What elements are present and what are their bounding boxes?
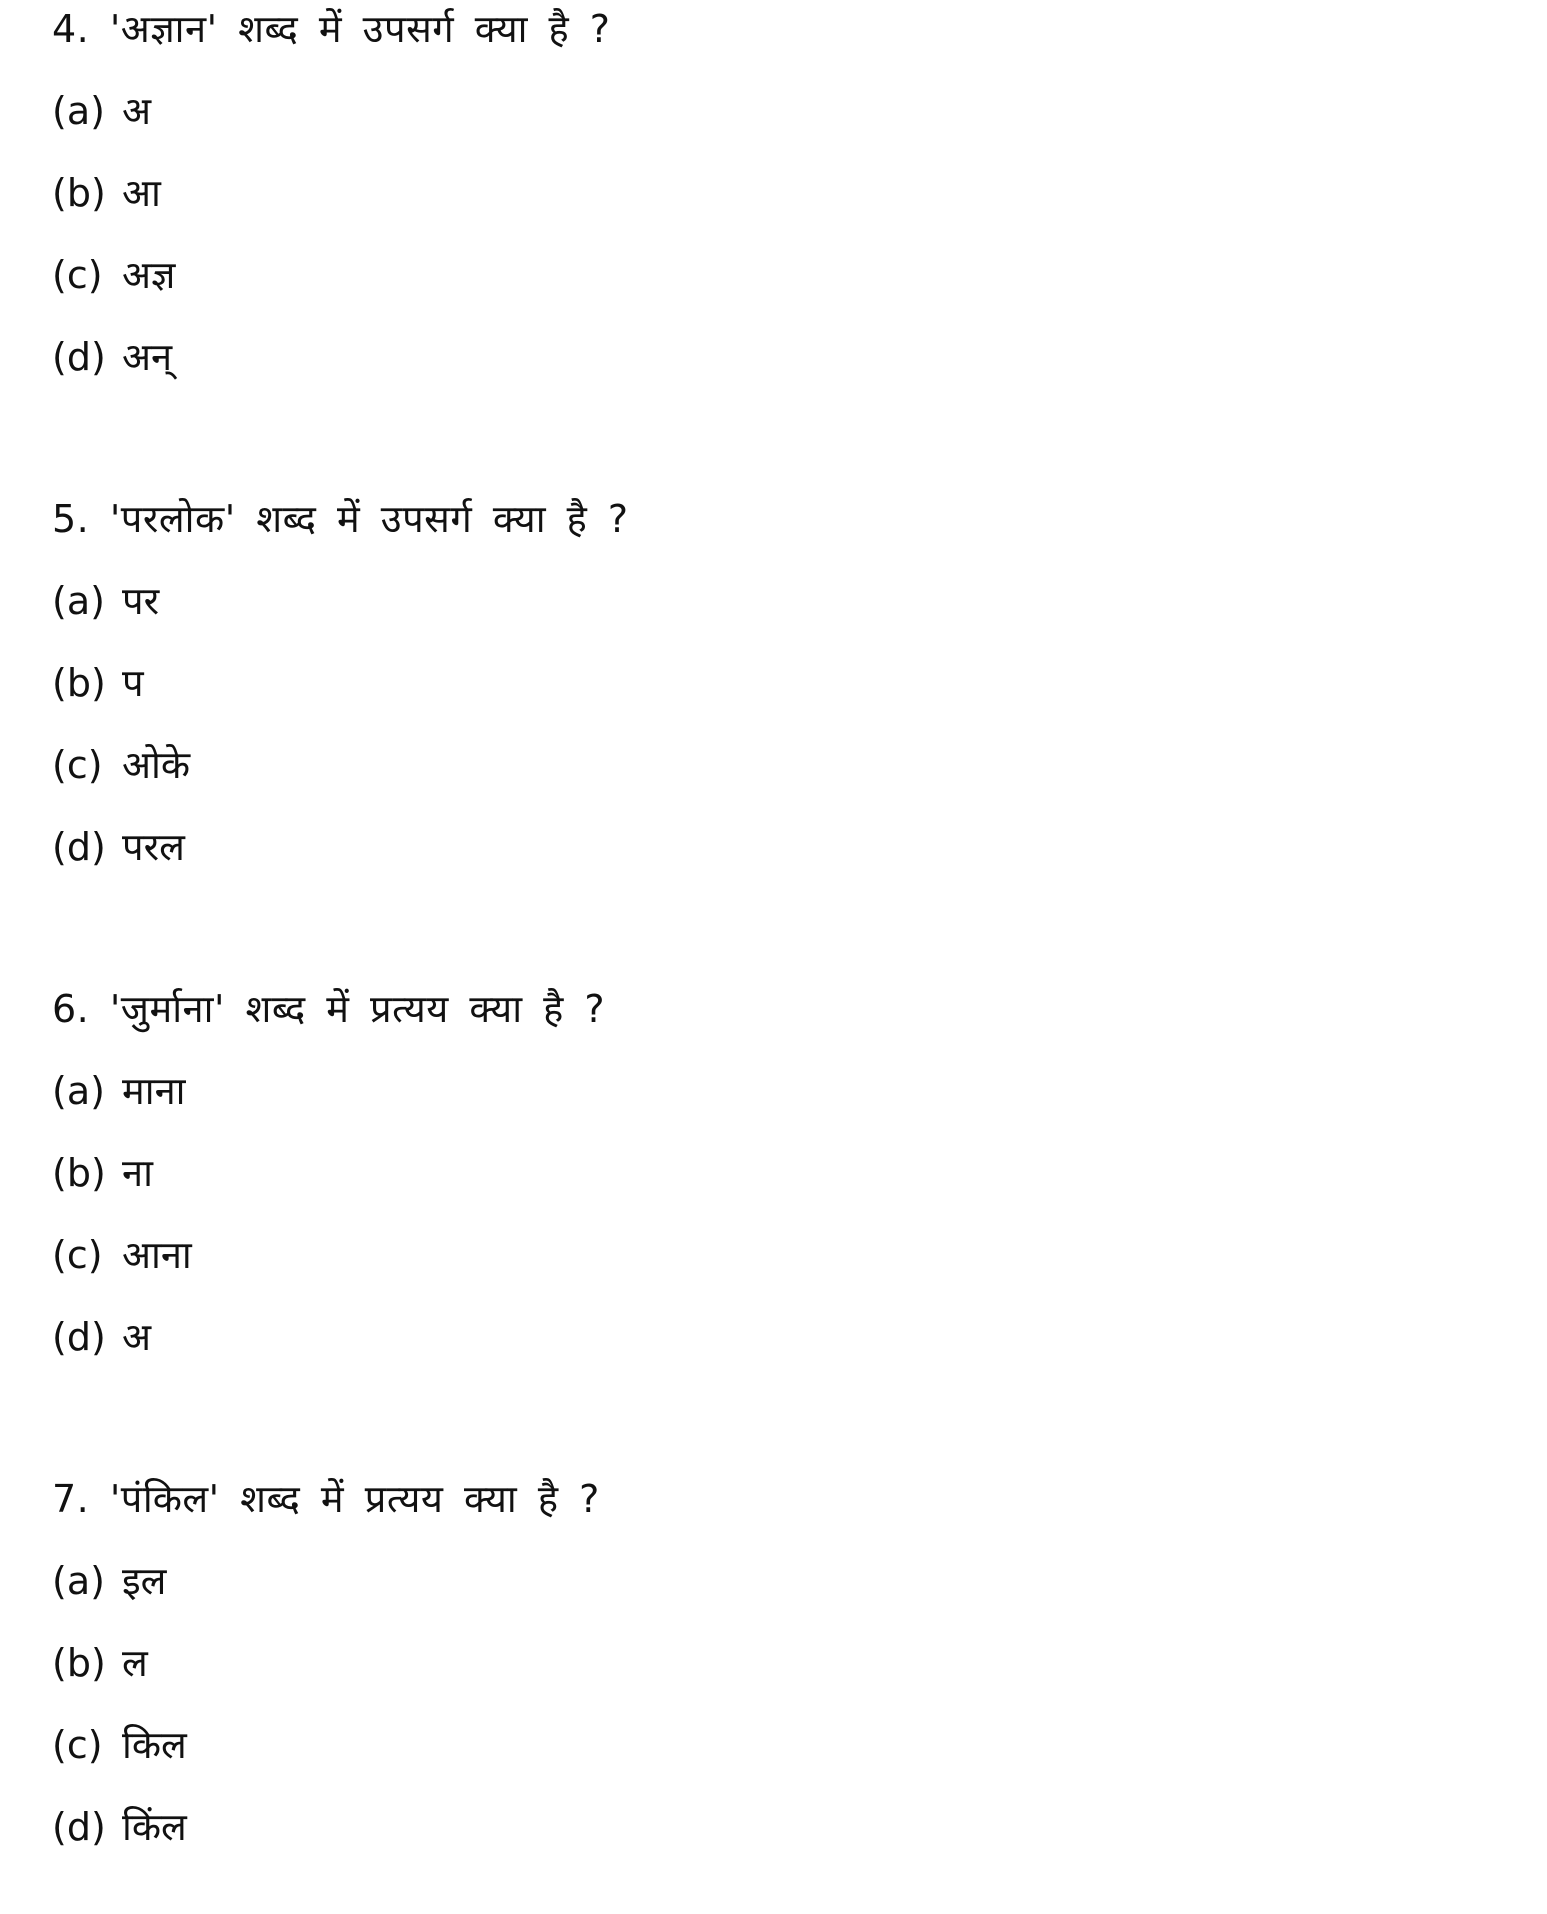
option-label: (c) <box>52 1723 103 1767</box>
option-label: (b) <box>52 661 106 705</box>
option-text: किल <box>122 1723 187 1767</box>
option-text: आना <box>122 1233 192 1277</box>
option-text: ना <box>122 1151 153 1195</box>
option-label: (a) <box>52 579 105 623</box>
option-text: इल <box>122 1559 167 1603</box>
option-text: अ <box>122 89 152 133</box>
question-7 <box>52 1458 1452 1868</box>
option-label: (b) <box>52 1641 106 1685</box>
option-a <box>52 560 1452 642</box>
option-a <box>52 70 1452 152</box>
question-text: 4. 'अज्ञान' शब्द में उपसर्ग क्या है ? <box>52 7 611 51</box>
option-a <box>52 1540 1452 1622</box>
option-label: (d) <box>52 335 106 379</box>
question-5 <box>52 478 1452 888</box>
option-label: (c) <box>52 1233 103 1277</box>
option-b <box>52 1622 1452 1704</box>
option-c <box>52 724 1452 806</box>
option-d <box>52 316 1452 398</box>
option-label: (b) <box>52 171 106 215</box>
option-label: (d) <box>52 1315 106 1359</box>
option-text: किंल <box>122 1805 187 1849</box>
option-text: अन् <box>122 335 173 379</box>
option-b <box>52 642 1452 724</box>
question-6 <box>52 968 1452 1378</box>
option-d <box>52 1786 1452 1868</box>
option-c <box>52 1704 1452 1786</box>
option-label: (d) <box>52 825 106 869</box>
question-text: 6. 'जुर्माना' शब्द में प्रत्यय क्या है ? <box>52 987 606 1031</box>
option-b <box>52 1132 1452 1214</box>
question-text: 7. 'पंकिल' शब्द में प्रत्यय क्या है ? <box>52 1477 600 1521</box>
option-text: आ <box>122 171 161 215</box>
option-label: (a) <box>52 89 105 133</box>
option-text: माना <box>122 1069 186 1113</box>
option-text: प <box>122 661 144 705</box>
option-text: पर <box>122 579 160 623</box>
option-label: (c) <box>52 743 103 787</box>
option-b <box>52 152 1452 234</box>
question-text: 5. 'परलोक' शब्द में उपसर्ग क्या है ? <box>52 497 629 541</box>
option-label: (d) <box>52 1805 106 1849</box>
option-text: अ <box>122 1315 152 1359</box>
option-label: (a) <box>52 1559 105 1603</box>
question-4 <box>52 0 1452 398</box>
option-text: ल <box>122 1641 148 1685</box>
option-label: (c) <box>52 253 103 297</box>
option-text: ओके <box>122 743 191 787</box>
option-label: (a) <box>52 1069 105 1113</box>
option-d <box>52 1296 1452 1378</box>
option-a <box>52 1050 1452 1132</box>
option-c <box>52 1214 1452 1296</box>
option-d <box>52 806 1452 888</box>
option-text: अज्ञ <box>122 253 176 297</box>
option-c <box>52 234 1452 316</box>
option-text: परल <box>122 825 185 869</box>
option-label: (b) <box>52 1151 106 1195</box>
